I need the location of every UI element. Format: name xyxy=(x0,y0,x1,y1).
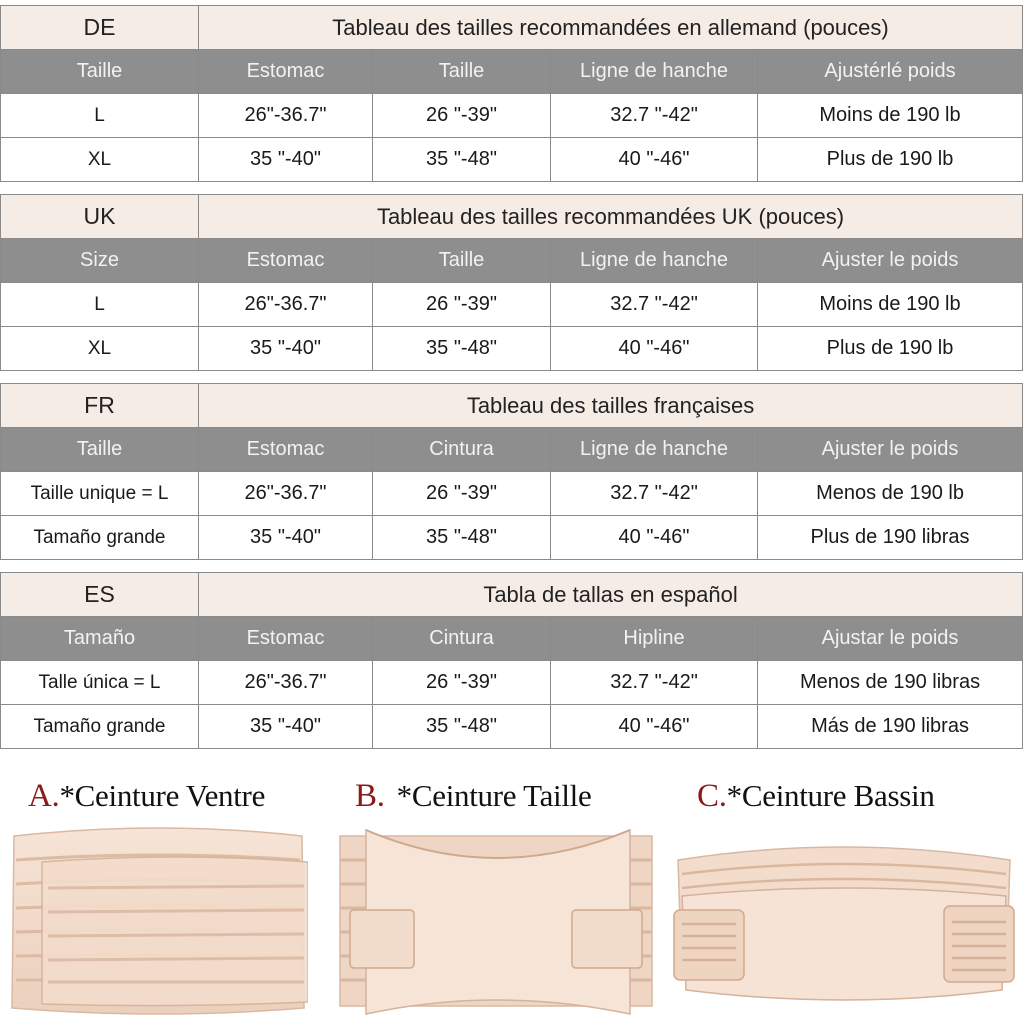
column-header: Estomac xyxy=(199,428,373,472)
table-cell: 26 "-39" xyxy=(373,472,551,516)
belt-label-a xyxy=(28,778,265,815)
table-title-row xyxy=(1,195,1023,239)
region-code: UK xyxy=(1,195,199,239)
table-header-row xyxy=(1,617,1023,661)
table-header-row xyxy=(1,239,1023,283)
column-header: Taille xyxy=(1,428,199,472)
column-header: Estomac xyxy=(199,617,373,661)
table-cell: 26"-36.7" xyxy=(199,661,373,705)
column-header: Estomac xyxy=(199,239,373,283)
table-row xyxy=(1,516,1023,560)
column-header: Tamaño xyxy=(1,617,199,661)
table-title: Tableau des tailles recommandées en allemand (pouces) xyxy=(199,6,1023,50)
table-cell: XL xyxy=(1,327,199,371)
table-cell: L xyxy=(1,283,199,327)
table-cell: Plus de 190 libras xyxy=(758,516,1023,560)
table-cell: 35 "-48" xyxy=(373,327,551,371)
table-cell: 40 "-46" xyxy=(551,327,758,371)
table-cell: 32.7 "-42" xyxy=(551,661,758,705)
table-cell: Menos de 190 libras xyxy=(758,661,1023,705)
size-table-uk xyxy=(0,194,1023,371)
waist-belt-image xyxy=(336,826,656,1018)
region-code: ES xyxy=(1,573,199,617)
table-cell: Más de 190 libras xyxy=(758,705,1023,749)
table-cell: Tamaño grande xyxy=(1,516,199,560)
column-header: Ajustar le poids xyxy=(758,617,1023,661)
table-cell: Moins de 190 lb xyxy=(758,283,1023,327)
table-cell: L xyxy=(1,94,199,138)
table-row xyxy=(1,705,1023,749)
table-title: Tabla de tallas en español xyxy=(199,573,1023,617)
table-cell: Menos de 190 lb xyxy=(758,472,1023,516)
belt-label-c xyxy=(697,778,935,815)
belt-letter: A. xyxy=(28,778,60,814)
belt-name: *Ceinture Bassin xyxy=(726,778,935,813)
table-row xyxy=(1,327,1023,371)
column-header: Ligne de hanche xyxy=(551,239,758,283)
table-header-row xyxy=(1,50,1023,94)
table-cell: 35 "-40" xyxy=(199,705,373,749)
region-code: DE xyxy=(1,6,199,50)
region-code: FR xyxy=(1,384,199,428)
column-header: Ajuster le poids xyxy=(758,428,1023,472)
table-cell: 35 "-48" xyxy=(373,516,551,560)
belt-name: *Ceinture Ventre xyxy=(59,778,266,813)
table-cell: 26 "-39" xyxy=(373,94,551,138)
column-header: Taille xyxy=(373,50,551,94)
table-cell: 32.7 "-42" xyxy=(551,472,758,516)
table-cell: 35 "-48" xyxy=(373,138,551,182)
table-cell: Tamaño grande xyxy=(1,705,199,749)
column-header: Size xyxy=(1,239,199,283)
belt-letter: B. xyxy=(355,778,385,814)
table-cell: Plus de 190 lb xyxy=(758,327,1023,371)
table-cell: 26 "-39" xyxy=(373,661,551,705)
belly-belt-image xyxy=(8,822,308,1018)
belt-name: *Ceinture Taille xyxy=(396,778,592,813)
table-cell: Plus de 190 lb xyxy=(758,138,1023,182)
column-header: Ajuster le poids xyxy=(758,239,1023,283)
table-row xyxy=(1,138,1023,182)
table-cell: 26"-36.7" xyxy=(199,472,373,516)
column-header: Ligne de hanche xyxy=(551,428,758,472)
table-cell: 35 "-48" xyxy=(373,705,551,749)
table-cell: 26"-36.7" xyxy=(199,283,373,327)
table-title: Tableau des tailles recommandées UK (pouces) xyxy=(199,195,1023,239)
table-cell: 26 "-39" xyxy=(373,283,551,327)
table-cell: 35 "-40" xyxy=(199,138,373,182)
table-cell: 40 "-46" xyxy=(551,705,758,749)
table-cell: 35 "-40" xyxy=(199,327,373,371)
size-table-de xyxy=(0,5,1023,182)
table-row xyxy=(1,472,1023,516)
table-row xyxy=(1,661,1023,705)
table-title-row xyxy=(1,573,1023,617)
size-table-fr xyxy=(0,383,1023,560)
column-header: Ajustérlé poids xyxy=(758,50,1023,94)
column-header: Taille xyxy=(1,50,199,94)
table-row xyxy=(1,283,1023,327)
column-header: Hipline xyxy=(551,617,758,661)
table-title-row xyxy=(1,384,1023,428)
column-header: Ligne de hanche xyxy=(551,50,758,94)
table-cell: 32.7 "-42" xyxy=(551,283,758,327)
table-header-row xyxy=(1,428,1023,472)
table-cell: 40 "-46" xyxy=(551,138,758,182)
table-row xyxy=(1,94,1023,138)
table-cell: XL xyxy=(1,138,199,182)
table-cell: 32.7 "-42" xyxy=(551,94,758,138)
table-cell: Taille unique = L xyxy=(1,472,199,516)
belt-letter: C. xyxy=(697,778,727,814)
belt-label-b xyxy=(355,778,591,815)
column-header: Estomac xyxy=(199,50,373,94)
pelvic-belt-image xyxy=(672,840,1016,1016)
table-cell: 40 "-46" xyxy=(551,516,758,560)
size-table-es xyxy=(0,572,1023,749)
table-title: Tableau des tailles françaises xyxy=(199,384,1023,428)
column-header: Taille xyxy=(373,239,551,283)
table-cell: Moins de 190 lb xyxy=(758,94,1023,138)
table-cell: Talle única = L xyxy=(1,661,199,705)
column-header: Cintura xyxy=(373,617,551,661)
column-header: Cintura xyxy=(373,428,551,472)
table-title-row xyxy=(1,6,1023,50)
table-cell: 26"-36.7" xyxy=(199,94,373,138)
table-cell: 35 "-40" xyxy=(199,516,373,560)
